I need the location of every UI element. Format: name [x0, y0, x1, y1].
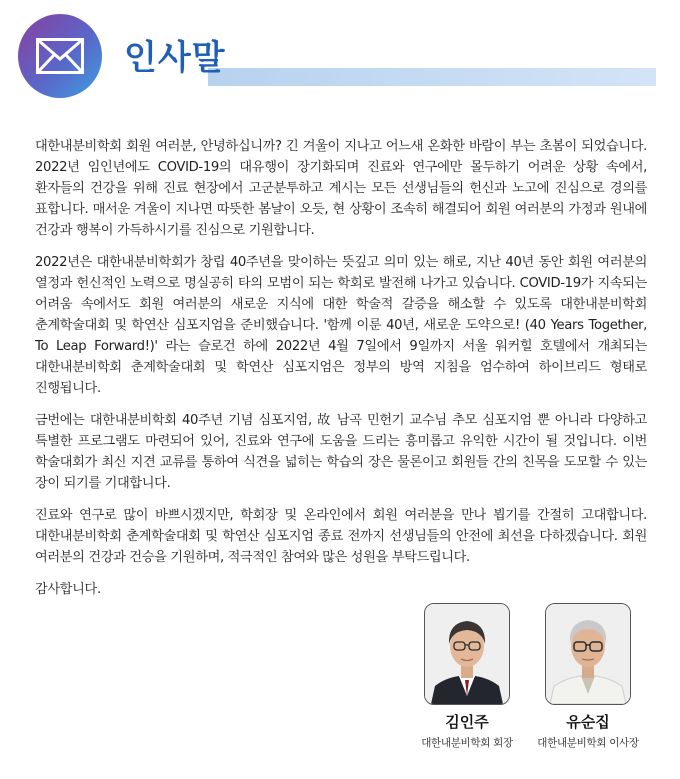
paragraph-3: 금번에는 대한내분비학회 40주년 기념 심포지엄, 故 남곡 민헌기 교수님 추모 심포지엄 뿐 아니라 다양하고 특별한 프로그램도 마련되어 있어, 진료와 연구에 도움을 드리는 흥미롭고 유익한 시간이 될 것입니다. 이번 학술대회가 최신 지견 교류를 통하여 식견을 넓히는 학습의 장은 물론이고 회원들 간의 친목을 도모할 수 있는 장이 되기를 기대합니다. [35, 413, 648, 491]
paragraph-2: 2022년은 대한내분비학회가 창립 40주년을 맞이하는 뜻깊고 의미 있는 해로, 지난 40년 동안 회원 여러분의 열정과 헌신적인 노력으로 명실공히 타의 모범이 되는 학회로 발전해 나가고 있습니다. COVID-19가 지속되는 어려움 속에서도 회원 여러분의 새로운 지식에 대한 학술적 갈증을 해소할 수 있도록 대한내분비학회 춘계학술대회 및 학연산 심포지엄을 준비했습니다. '함께 이룬 40년, 새로운 도약으로! (40 Years Together, To Leap Forward!)' 라는 슬로건 하에 2022년 4월 7일에서 9일까지 서울 워커힐 호텔에서 개최되는 대한내분비학회 춘계학술대회 및 학연산 심포지엄은 정부의 방역 지침을 엄수하여 하이브리드 형태로 진행됩니다. [35, 255, 647, 396]
page-title: 인사말 [124, 38, 226, 78]
title-underline-bar [208, 68, 656, 86]
signature-name: 김인주 [445, 713, 489, 731]
paragraph-1: 대한내분비학회 회원 여러분, 안녕하십니까? 긴 겨울이 지나고 어느새 온화한 바람이 부는 초봄이 되었습니다. 2022년 임인년에도 COVID-19의 대유행이 장기화되며 진료와 연구에만 몰두하기 어려운 상황 속에서, 환자들의 건강을 위해 진료 현장에서 고군분투하고 계시는 모든 선생님들의 헌신과 노고에 진심으로 경의를 표합니다. 매서운 겨울이 지나면 따뜻한 봄날이 오듯, 현 상황이 조속히 해결되어 회원 여러분의 가정과 원내에 건강과 행복이 가득하시기를 진심으로 기원합니다. [35, 139, 647, 238]
signature-role: 대한내분비학회 이사장 [537, 737, 639, 749]
president-photo [424, 603, 510, 705]
paragraph-4: 진료와 연구로 많이 바쁘시겠지만, 학회장 및 온라인에서 회원 여러분을 만나 뵙기를 간절히 고대합니다. 대한내분비학회 춘계학술대회 및 학연산 심포지엄 종료 전까지 선생님들의 안전에 최선을 다하겠습니다. 회원 여러분의 건강과 건승을 기원하며, 적극적인 참여와 많은 성원을 부탁드립니다. [35, 508, 647, 565]
signature-president [412, 603, 522, 750]
signature-chairman [533, 603, 643, 750]
closing-line: 감사합니다. [35, 582, 101, 597]
greeting-body [35, 136, 647, 611]
signature-name: 유순집 [566, 713, 610, 731]
envelope-icon [36, 38, 84, 74]
page-header [0, 0, 680, 110]
envelope-badge [18, 14, 102, 98]
signature-role: 대한내분비학회 회장 [421, 737, 513, 749]
chairman-photo [545, 603, 631, 705]
